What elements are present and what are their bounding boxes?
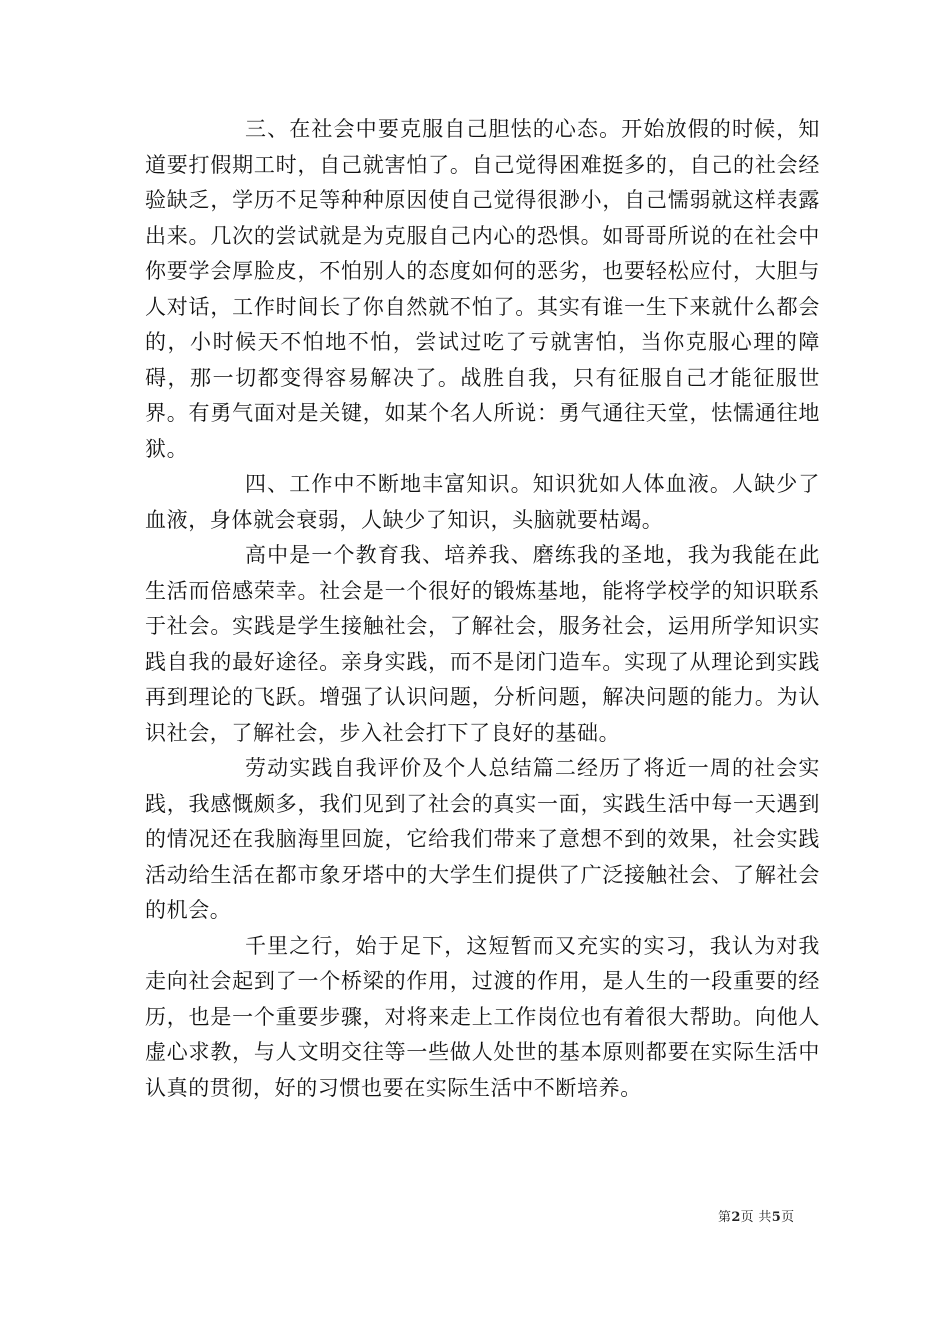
paragraph-5: 千里之行，始于足下，这短暂而又充实的实习，我认为对我走向社会起到了一个桥梁的作用，过渡的作用，是人生的一段重要的经历，也是一个重要步骤，对将来走上工作岗位也有着很大帮助。向他人虚心求教，与人文明交往等一些做人处世的基本原则都要在实际生活中认真的贯彻，好的习惯也要在实际生活中不断培养。 <box>145 933 820 1100</box>
paragraph-3: 高中是一个教育我、培养我、磨练我的圣地，我为我能在此生活而倍感荣幸。社会是一个很好的锻炼基地，能将学校学的知识联系于社会。实践是学生接触社会，了解社会，服务社会，运用所学知识实践自我的最好途径。亲身实践，而不是闭门造车。实现了从理论到实践再到理论的飞跃。增强了认识问题，分析问题，解决问题的能力。为认识社会，了解社会，步入社会打下了良好的基础。 <box>145 543 820 745</box>
footer-total-pages: 5 <box>771 1210 782 1225</box>
footer-middle: 页 共 <box>740 1210 772 1225</box>
paragraph-4: 劳动实践自我评价及个人总结篇二经历了将近一周的社会实践，我感慨颇多，我们见到了社会的真实一面，实践生活中每一天遇到的情况还在我脑海里回旋，它给我们带来了意想不到的效果，社会实践活动给生活在都市象牙塔中的大学生们提供了广泛接触社会、了解社会的机会。 <box>145 756 820 922</box>
document-body <box>145 112 820 1106</box>
footer-page-number: 2 <box>731 1210 741 1225</box>
paragraph-1: 三、在社会中要克服自己胆怯的心态。开始放假的时候，知道要打假期工时，自己就害怕了。自己觉得困难挺多的，自己的社会经验缺乏，学历不足等种种原因使自己觉得很渺小，自己懦弱就这样表露出来。几次的尝试就是为克服自己内心的恐惧。如哥哥所说的在社会中你要学会厚脸皮，不怕别人的态度如何的恶劣，也要轻松应付，大胆与人对话，工作时间长了你自然就不怕了。其实有谁一生下来就什么都会的，小时候天不怕地不怕，尝试过吃了亏就害怕，当你克服心理的障碍，那一切都变得容易解决了。战胜自我，只有征服自己才能征服世界。有勇气面对是关键，如某个名人所说：勇气通往天堂，怯懦通往地狱。 <box>145 117 820 461</box>
page-footer <box>718 1206 794 1225</box>
footer-suffix: 页 <box>781 1210 795 1225</box>
footer-prefix: 第 <box>718 1210 732 1225</box>
paragraph-2: 四、工作中不断地丰富知识。知识犹如人体血液。人缺少了血液，身体就会衰弱，人缺少了知识，头脑就要枯竭。 <box>145 472 820 532</box>
